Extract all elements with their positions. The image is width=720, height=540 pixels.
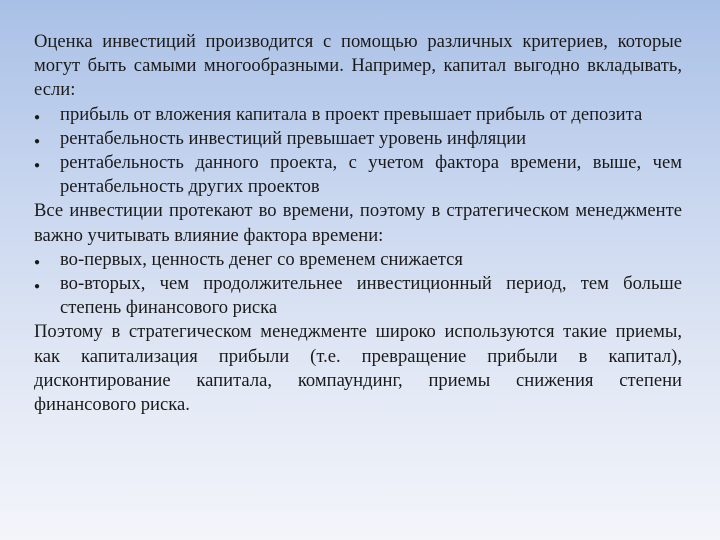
intro-paragraph: Оценка инвестиций производится с помощью различных критериев, которые могут быть самыми многообразными. Например, капитал выгодно вкладывать, если: (34, 31, 682, 101)
list-item-text: рентабельность инвестиций превышает уровень инфляции (60, 127, 527, 149)
bullet-icon: ● (34, 256, 41, 268)
list-item (34, 248, 682, 272)
list-item (34, 127, 682, 151)
list-item-text: во-первых, ценность денег со временем снижается (60, 248, 463, 270)
list-item-text: прибыль от вложения капитала в проект превышает прибыль от депозита (60, 103, 643, 125)
conclusion-paragraph: Поэтому в стратегическом менеджменте широко используются такие приемы, как капитализация прибыли (т.е. превращение прибыли в капитал), дисконтирование капитала, компаундинг, приемы снижения степени финансового риска. (34, 321, 682, 416)
list-item (34, 151, 682, 199)
list-item-text: во-вторых, чем продолжительнее инвестиционный период, тем больше степень финансового риска (60, 273, 682, 319)
bullet-icon: ● (34, 160, 41, 172)
bullet-icon: ● (34, 281, 41, 293)
bullet-icon: ● (34, 111, 41, 123)
list-item (34, 103, 682, 127)
time-points-list (34, 248, 682, 321)
list-item-text: рентабельность данного проекта, с учетом фактора времени, выше, чем рентабельность других проектов (60, 152, 682, 198)
slide-text-body (34, 30, 682, 417)
conditions-list (34, 103, 682, 200)
list-item (34, 272, 682, 320)
time-factor-paragraph: Все инвестиции протекают во времени, поэтому в стратегическом менеджменте важно учитывать влияние фактора времени: (34, 200, 682, 246)
bullet-icon: ● (34, 135, 41, 147)
